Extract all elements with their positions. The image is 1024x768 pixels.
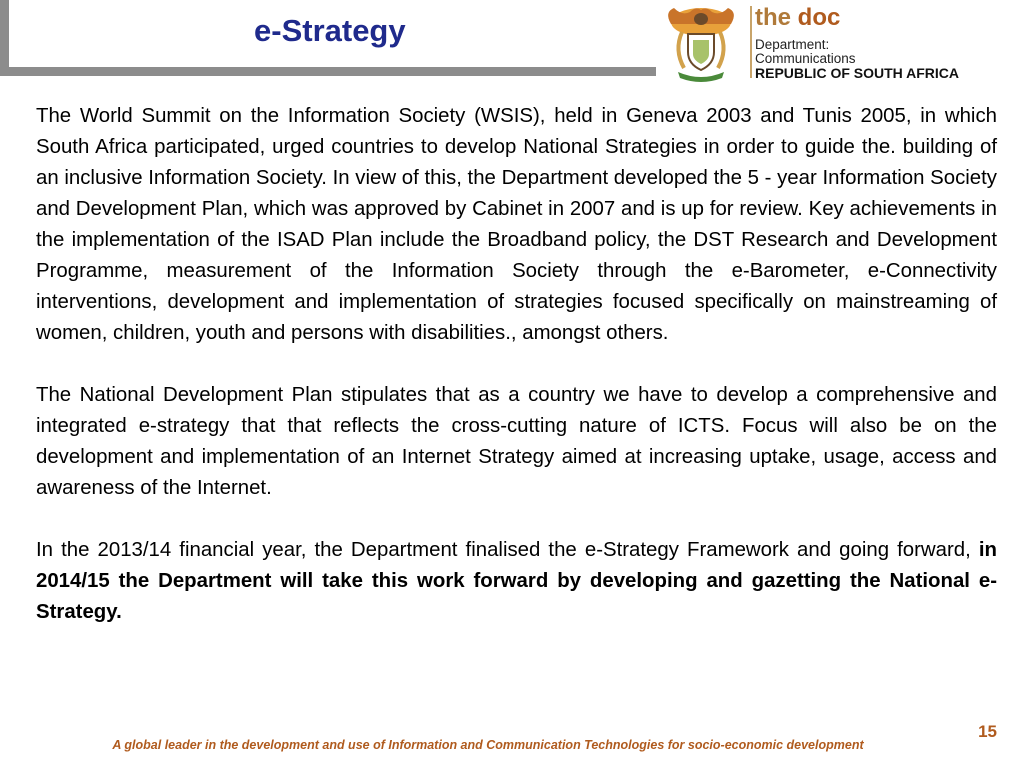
- body-paragraph-ndp: The National Development Plan stipulates that as a country we have to develop a comprehensive and integrated e-strategy that that reflects the cross-cutting nature of ICTS. Focus will also be on the development and implementation of an Internet Strategy aimed at increasing uptake, usage, access and awareness of the Internet.: [36, 384, 997, 499]
- department-name: Communications: [755, 51, 856, 66]
- slide-body: [36, 101, 997, 659]
- logo-divider: [750, 6, 752, 78]
- brand-doc: doc: [797, 4, 841, 31]
- slide-title: e-Strategy: [254, 13, 406, 48]
- footer-tagline: A global leader in the development and use of Information and Communication Technologies for socio-economic development: [112, 738, 864, 752]
- department-label: Department:: [755, 37, 830, 52]
- body-paragraph-framework-plain: In the 2013/14 financial year, the Department finalised the e-Strategy Framework and going forward,: [36, 539, 979, 561]
- brand-the: the: [755, 4, 791, 31]
- body-paragraph-framework-bold: in 2014/15 the Department will take this work forward by developing and gazetting the National e-Strategy.: [36, 539, 997, 623]
- coat-of-arms-icon: [660, 2, 742, 82]
- body-paragraph-wsis: The World Summit on the Information Society (WSIS), held in Geneva 2003 and Tunis 2005, in which South Africa participated, urged countries to develop National Strategies in order to guide the. building of an inclusive Information Society. In view of this, the Department developed the 5 - year Information Society and Development Plan, which was approved by Cabinet in 2007 and is up for review. Key achievements in the implementation of the ISAD Plan include the Broadband policy, the DST Research and Development Programme, measurement of the Information Society through the e-Barometer, e-Connectivity interventions, development and implementation of strategies focused specifically on mainstreaming of women, children, youth and persons with disabilities., amongst others.: [36, 105, 997, 344]
- page-number: 15: [978, 722, 997, 741]
- body-paragraph-framework: [36, 535, 997, 628]
- brand-wordmark: [755, 6, 840, 30]
- country-name: REPUBLIC OF SOUTH AFRICA: [755, 65, 960, 81]
- department-logo: [660, 2, 1022, 82]
